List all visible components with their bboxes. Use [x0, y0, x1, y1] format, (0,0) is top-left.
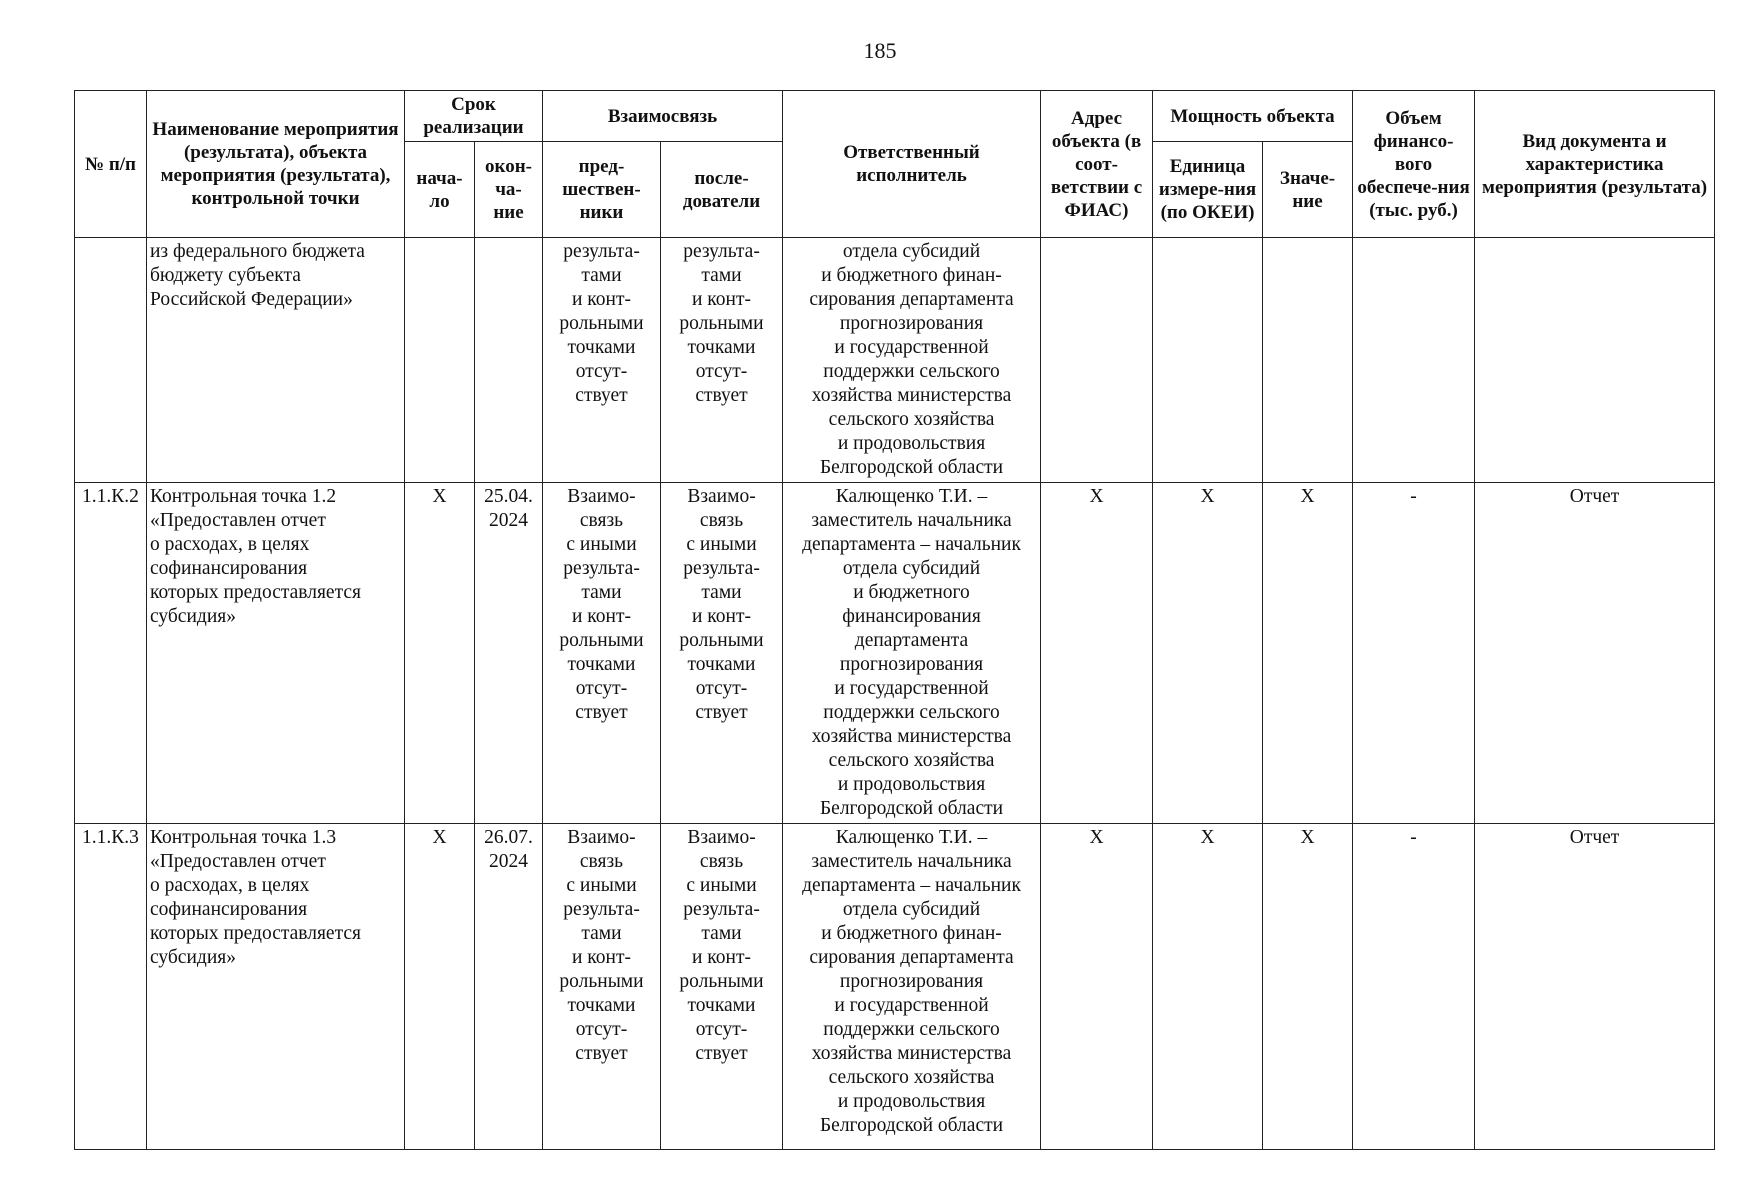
row-name: Контрольная точка 1.2 «Предоставлен отчет о расходах, в целях софинансирования которых предоставляется субсидия»	[147, 483, 405, 824]
row-unit: X	[1153, 824, 1263, 1150]
row-succ: результа- тами и конт- рольными точками отсут- ствует	[661, 238, 783, 483]
header-link: Взаимосвязь	[543, 91, 783, 142]
row-value: X	[1263, 824, 1353, 1150]
table-row	[75, 483, 1715, 824]
header-term-start: нача- ло	[405, 142, 475, 238]
row-succ: Взаимо- связь с иными результа- тами и конт- рольными точками отсут- ствует	[661, 483, 783, 824]
header-capacity-value: Значе-ние	[1263, 142, 1353, 238]
row-finance	[1353, 238, 1475, 483]
header-doc: Вид документа и характеристика мероприятия (результата)	[1475, 91, 1715, 238]
row-num	[75, 238, 147, 483]
row-doc: Отчет	[1475, 824, 1715, 1150]
row-address: X	[1041, 824, 1153, 1150]
row-finance: -	[1353, 824, 1475, 1150]
header-num: № п/п	[75, 91, 147, 238]
row-num: 1.1.К.2	[75, 483, 147, 824]
row-pred: Взаимо- связь с иными результа- тами и конт- рольными точками отсут- ствует	[543, 824, 661, 1150]
row-start	[405, 238, 475, 483]
row-end	[475, 238, 543, 483]
row-name: из федерального бюджета бюджету субъекта Российской Федерации»	[147, 238, 405, 483]
row-start: X	[405, 483, 475, 824]
header-address: Адрес объекта (в соот-ветствии с ФИАС)	[1041, 91, 1153, 238]
row-end: 25.04. 2024	[475, 483, 543, 824]
row-start: X	[405, 824, 475, 1150]
table-row	[75, 824, 1715, 1150]
row-succ: Взаимо- связь с иными результа- тами и конт- рольными точками отсут- ствует	[661, 824, 783, 1150]
row-unit: X	[1153, 483, 1263, 824]
row-value	[1263, 238, 1353, 483]
row-finance: -	[1353, 483, 1475, 824]
row-end: 26.07. 2024	[475, 824, 543, 1150]
row-address: X	[1041, 483, 1153, 824]
header-name: Наименование мероприятия (результата), объекта мероприятия (результата), контрольной точки	[147, 91, 405, 238]
header-link-succ: после- дователи	[661, 142, 783, 238]
header-capacity-unit: Единица измере-ния (по ОКЕИ)	[1153, 142, 1263, 238]
header-term-end: окон- ча- ние	[475, 142, 543, 238]
header-capacity: Мощность объекта	[1153, 91, 1353, 142]
header-link-pred: пред- шествен- ники	[543, 142, 661, 238]
row-num: 1.1.К.3	[75, 824, 147, 1150]
row-doc	[1475, 238, 1715, 483]
row-unit	[1153, 238, 1263, 483]
row-pred: результа- тами и конт- рольными точками отсут- ствует	[543, 238, 661, 483]
row-value: X	[1263, 483, 1353, 824]
header-responsible: Ответственный исполнитель	[783, 91, 1041, 238]
header-finance: Объем финансо-вого обеспече-ния (тыс. руб.)	[1353, 91, 1475, 238]
row-responsible: отдела субсидий и бюджетного финан- сирования департамента прогнозирования и государственной поддержки сельского хозяйства министерства сельского хозяйства и продовольствия Белгородской области	[783, 238, 1041, 483]
table-row	[75, 238, 1715, 483]
row-doc: Отчет	[1475, 483, 1715, 824]
row-name: Контрольная точка 1.3 «Предоставлен отчет о расходах, в целях софинансирования которых предоставляется субсидия»	[147, 824, 405, 1150]
header-term: Срок реализации	[405, 91, 543, 142]
page-number: 185	[863, 38, 897, 63]
row-responsible: Калющенко Т.И. – заместитель начальника департамента – начальник отдела субсидий и бюджетного финан- сирования департамента прогнозирования и государственной поддержки сельского хозяйства министерства сельского хозяйства и продовольствия Белгородской области	[783, 824, 1041, 1150]
plan-table	[74, 90, 1715, 1150]
header-row-1	[75, 91, 1715, 142]
row-pred: Взаимо- связь с иными результа- тами и конт- рольными точками отсут- ствует	[543, 483, 661, 824]
row-responsible: Калющенко Т.И. – заместитель начальника департамента – начальник отдела субсидий и бюджетного финансирования департамента прогнозирования и государственной поддержки сельского хозяйства министерства сельского хозяйства и продовольствия Белгородской области	[783, 483, 1041, 824]
row-address	[1041, 238, 1153, 483]
